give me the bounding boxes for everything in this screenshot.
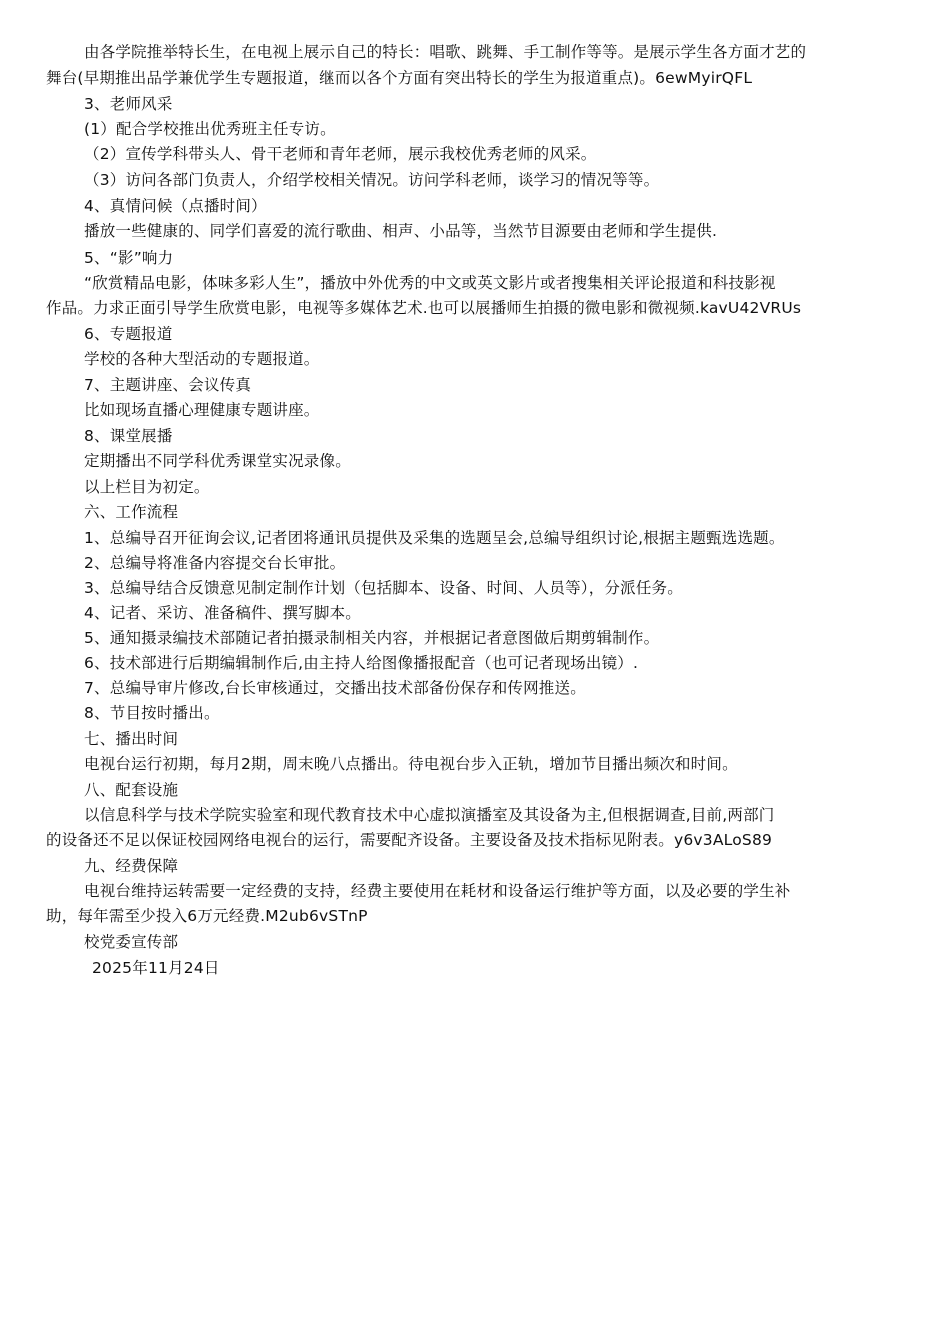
- text-line: 校党委宣传部: [84, 933, 179, 951]
- text-line: 八、配套设施: [84, 781, 179, 799]
- text-line: 七、播出时间: [84, 730, 179, 748]
- text-line: （3）访问各部门负责人，介绍学校相关情况。访问学科老师，谈学习的情况等等。: [84, 171, 660, 189]
- text-line: 九、经费保障: [84, 857, 179, 875]
- text-line: 8、课堂展播: [84, 427, 173, 445]
- text-line: 学校的各种大型活动的专题报道。: [84, 350, 320, 368]
- text-line: 8、节目按时播出。: [84, 704, 220, 722]
- text-line: 的设备还不足以保证校园网络电视台的运行，需要配齐设备。主要设备及技术指标见附表。y6v3ALoS89: [46, 831, 773, 849]
- text-line: 定期播出不同学科优秀课堂实况录像。: [84, 452, 351, 470]
- text-line: （2）宣传学科带头人、骨干老师和青年老师，展示我校优秀老师的风采。: [84, 145, 597, 163]
- text-line: 播放一些健康的、同学们喜爱的流行歌曲、相声、小品等，当然节目源要由老师和学生提供.: [84, 222, 718, 240]
- text-line: 六、工作流程: [84, 503, 179, 521]
- text-line: 电视台维持运转需要一定经费的支持，经费主要使用在耗材和设备运行维护等方面，以及必要的学生补: [84, 882, 791, 900]
- text-line: 以信息科学与技术学院实验室和现代教育技术中心虚拟演播室及其设备为主,但根据调查,目前,两部门: [84, 806, 775, 824]
- text-line: 4、真情问候（点播时间）: [84, 197, 267, 215]
- text-line: 舞台(早期推出品学兼优学生专题报道，继而以各个方面有突出特长的学生为报道重点)。6ewMyirQFL: [46, 69, 753, 87]
- text-line: 电视台运行初期，每月2期，周末晚八点播出。待电视台步入正轨，增加节目播出频次和时间。: [84, 755, 738, 773]
- text-line: 以上栏目为初定。: [84, 478, 210, 496]
- text-line: 3、老师风采: [84, 95, 173, 113]
- text-line: 由各学院推举特长生，在电视上展示自己的特长：唱歌、跳舞、手工制作等等。是展示学生各方面才艺的: [84, 43, 807, 61]
- text-line: 7、总编导审片修改,台长审核通过，交播出技术部备份保存和传网推送。: [84, 679, 586, 697]
- text-line: 3、总编导结合反馈意见制定制作计划（包括脚本、设备、时间、人员等），分派任务。: [84, 579, 683, 597]
- text-line: 2025年11月24日: [92, 959, 220, 977]
- text-line: “欣赏精品电影，体味多彩人生”，播放中外优秀的中文或英文影片或者搜集相关评论报道和科技影视: [84, 274, 776, 292]
- text-line: 1、总编导召开征询会议,记者团将通讯员提供及采集的选题呈会,总编导组织讨论,根据主题甄选选题。: [84, 529, 785, 547]
- text-line: 5、通知摄录编技术部随记者拍摄录制相关内容，并根据记者意图做后期剪辑制作。: [84, 629, 660, 647]
- text-line: 7、主题讲座、会议传真: [84, 376, 252, 394]
- text-line: 助，每年需至少投入6万元经费.M2ub6vSTnP: [46, 907, 368, 925]
- text-line: 6、专题报道: [84, 325, 173, 343]
- text-line: 6、技术部进行后期编辑制作后,由主持人给图像播报配音（也可记者现场出镜）.: [84, 654, 639, 672]
- text-line: 4、记者、采访、准备稿件、撰写脚本。: [84, 604, 361, 622]
- text-line: 比如现场直播心理健康专题讲座。: [84, 401, 320, 419]
- text-line: 5、“影”响力: [84, 249, 174, 267]
- text-line: 作品。力求正面引导学生欣赏电影，电视等多媒体艺术.也可以展播师生拍摄的微电影和微视频.kavU42VRUs: [46, 299, 802, 317]
- text-line: (1）配合学校推出优秀班主任专访。: [84, 120, 336, 138]
- text-line: 2、总编导将准备内容提交台长审批。: [84, 554, 346, 572]
